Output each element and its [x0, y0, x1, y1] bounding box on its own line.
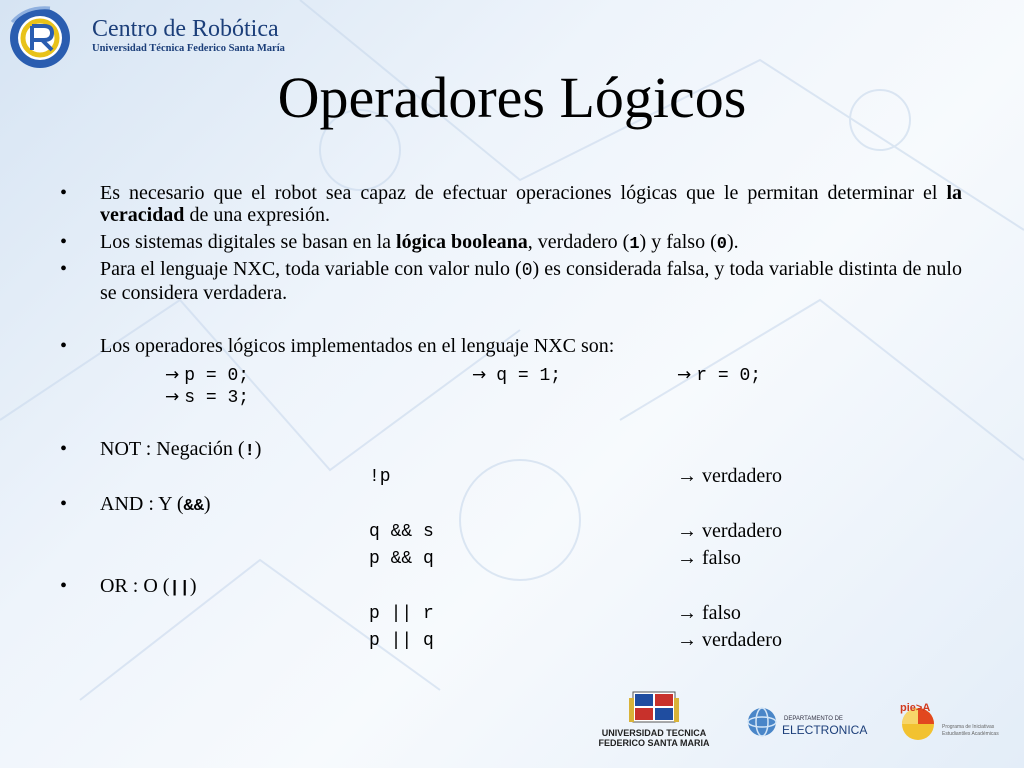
text: )	[189, 575, 197, 597]
text: AND : Y (	[100, 493, 184, 515]
text: )	[254, 438, 262, 460]
org-name: Centro de Robótica	[92, 16, 279, 42]
arrow-icon: →	[165, 387, 180, 407]
text: )	[203, 493, 211, 515]
example-result: → falso	[677, 602, 741, 624]
arrow-icon: →	[472, 365, 487, 385]
code-s: s = 3;	[184, 388, 250, 408]
text: ) es considerada falsa, y toda variable distinta de nulo se considera verdadera.	[100, 258, 962, 304]
text: de una expresión.	[184, 204, 330, 226]
bullet-nxc-nulo	[100, 258, 962, 304]
text: , verdadero (	[527, 231, 630, 253]
code-not: !	[244, 442, 255, 461]
code-p: p = 0;	[184, 366, 250, 386]
code-one: 1	[629, 235, 640, 254]
arrow-icon: →	[677, 365, 692, 385]
example-expr: p || r	[369, 604, 434, 624]
slide-title: Operadores Lógicos	[277, 65, 747, 130]
example-expr: q && s	[369, 522, 434, 542]
bold-text: la veracidad	[100, 182, 962, 226]
utfsm-crest-icon	[629, 690, 679, 728]
code-zero: 0	[521, 261, 533, 281]
org-subtitle: Universidad Técnica Federico Santa María	[92, 43, 285, 54]
text: NOT : Negación (	[100, 438, 245, 460]
bullet-logica-booleana	[100, 231, 962, 256]
code-zero: 0	[716, 235, 727, 254]
utfsm-line2: FEDERICO SANTA MARIA	[598, 738, 710, 748]
code-q: q = 1;	[496, 366, 562, 386]
example-result: → verdadero	[677, 629, 782, 651]
text: Es necesario que el robot sea capaz de efectuar operaciones lógicas que le permitan determinar el	[100, 182, 947, 204]
depto-electronica-logo	[746, 704, 866, 742]
text: ).	[726, 231, 739, 253]
example-result: → falso	[677, 547, 741, 569]
example-result: → verdadero	[677, 520, 782, 542]
globe-icon	[746, 706, 778, 738]
utfsm-logo	[596, 690, 712, 748]
text: OR : O (	[100, 575, 170, 597]
pie-text	[942, 724, 999, 738]
bullet-and	[100, 493, 962, 518]
pie-text-line1: Programa de Iniciativas	[942, 724, 995, 730]
example-result: → verdadero	[677, 465, 782, 487]
depto-big: ELECTRONICA	[782, 723, 868, 737]
text: Para el lenguaje NXC, toda variable con valor nulo (	[100, 258, 522, 280]
assign-s	[165, 385, 249, 409]
bullet-or	[100, 575, 962, 600]
utfsm-line1: UNIVERSIDAD TECNICA	[601, 728, 707, 738]
depto-small: DEPARTAMENTO DE	[784, 716, 843, 722]
example-expr: p && q	[369, 549, 434, 569]
assign-p	[165, 363, 249, 387]
pie-logo	[896, 698, 1016, 748]
example-expr: p || q	[369, 631, 434, 651]
bullet-veracidad	[100, 182, 962, 226]
arrow-icon: →	[165, 365, 180, 385]
bold-text: lógica booleana	[396, 231, 528, 253]
text: Los sistemas digitales se basan en la	[100, 231, 397, 253]
code-r: r = 0;	[696, 366, 762, 386]
pie-logo-text: pie>A	[900, 702, 931, 714]
example-expr: !p	[369, 467, 391, 487]
code-and: &&	[183, 497, 204, 516]
code-or: ||	[169, 579, 190, 598]
pie-text-line2: Estudiantiles Académicas	[942, 731, 999, 737]
text: ) y falso (	[639, 231, 717, 253]
assign-q	[472, 363, 561, 387]
bullet-operadores: • Los operadores lógicos implementados en el lenguaje NXC son:	[100, 335, 962, 357]
assign-r	[677, 363, 761, 387]
bullet-not	[100, 438, 962, 463]
